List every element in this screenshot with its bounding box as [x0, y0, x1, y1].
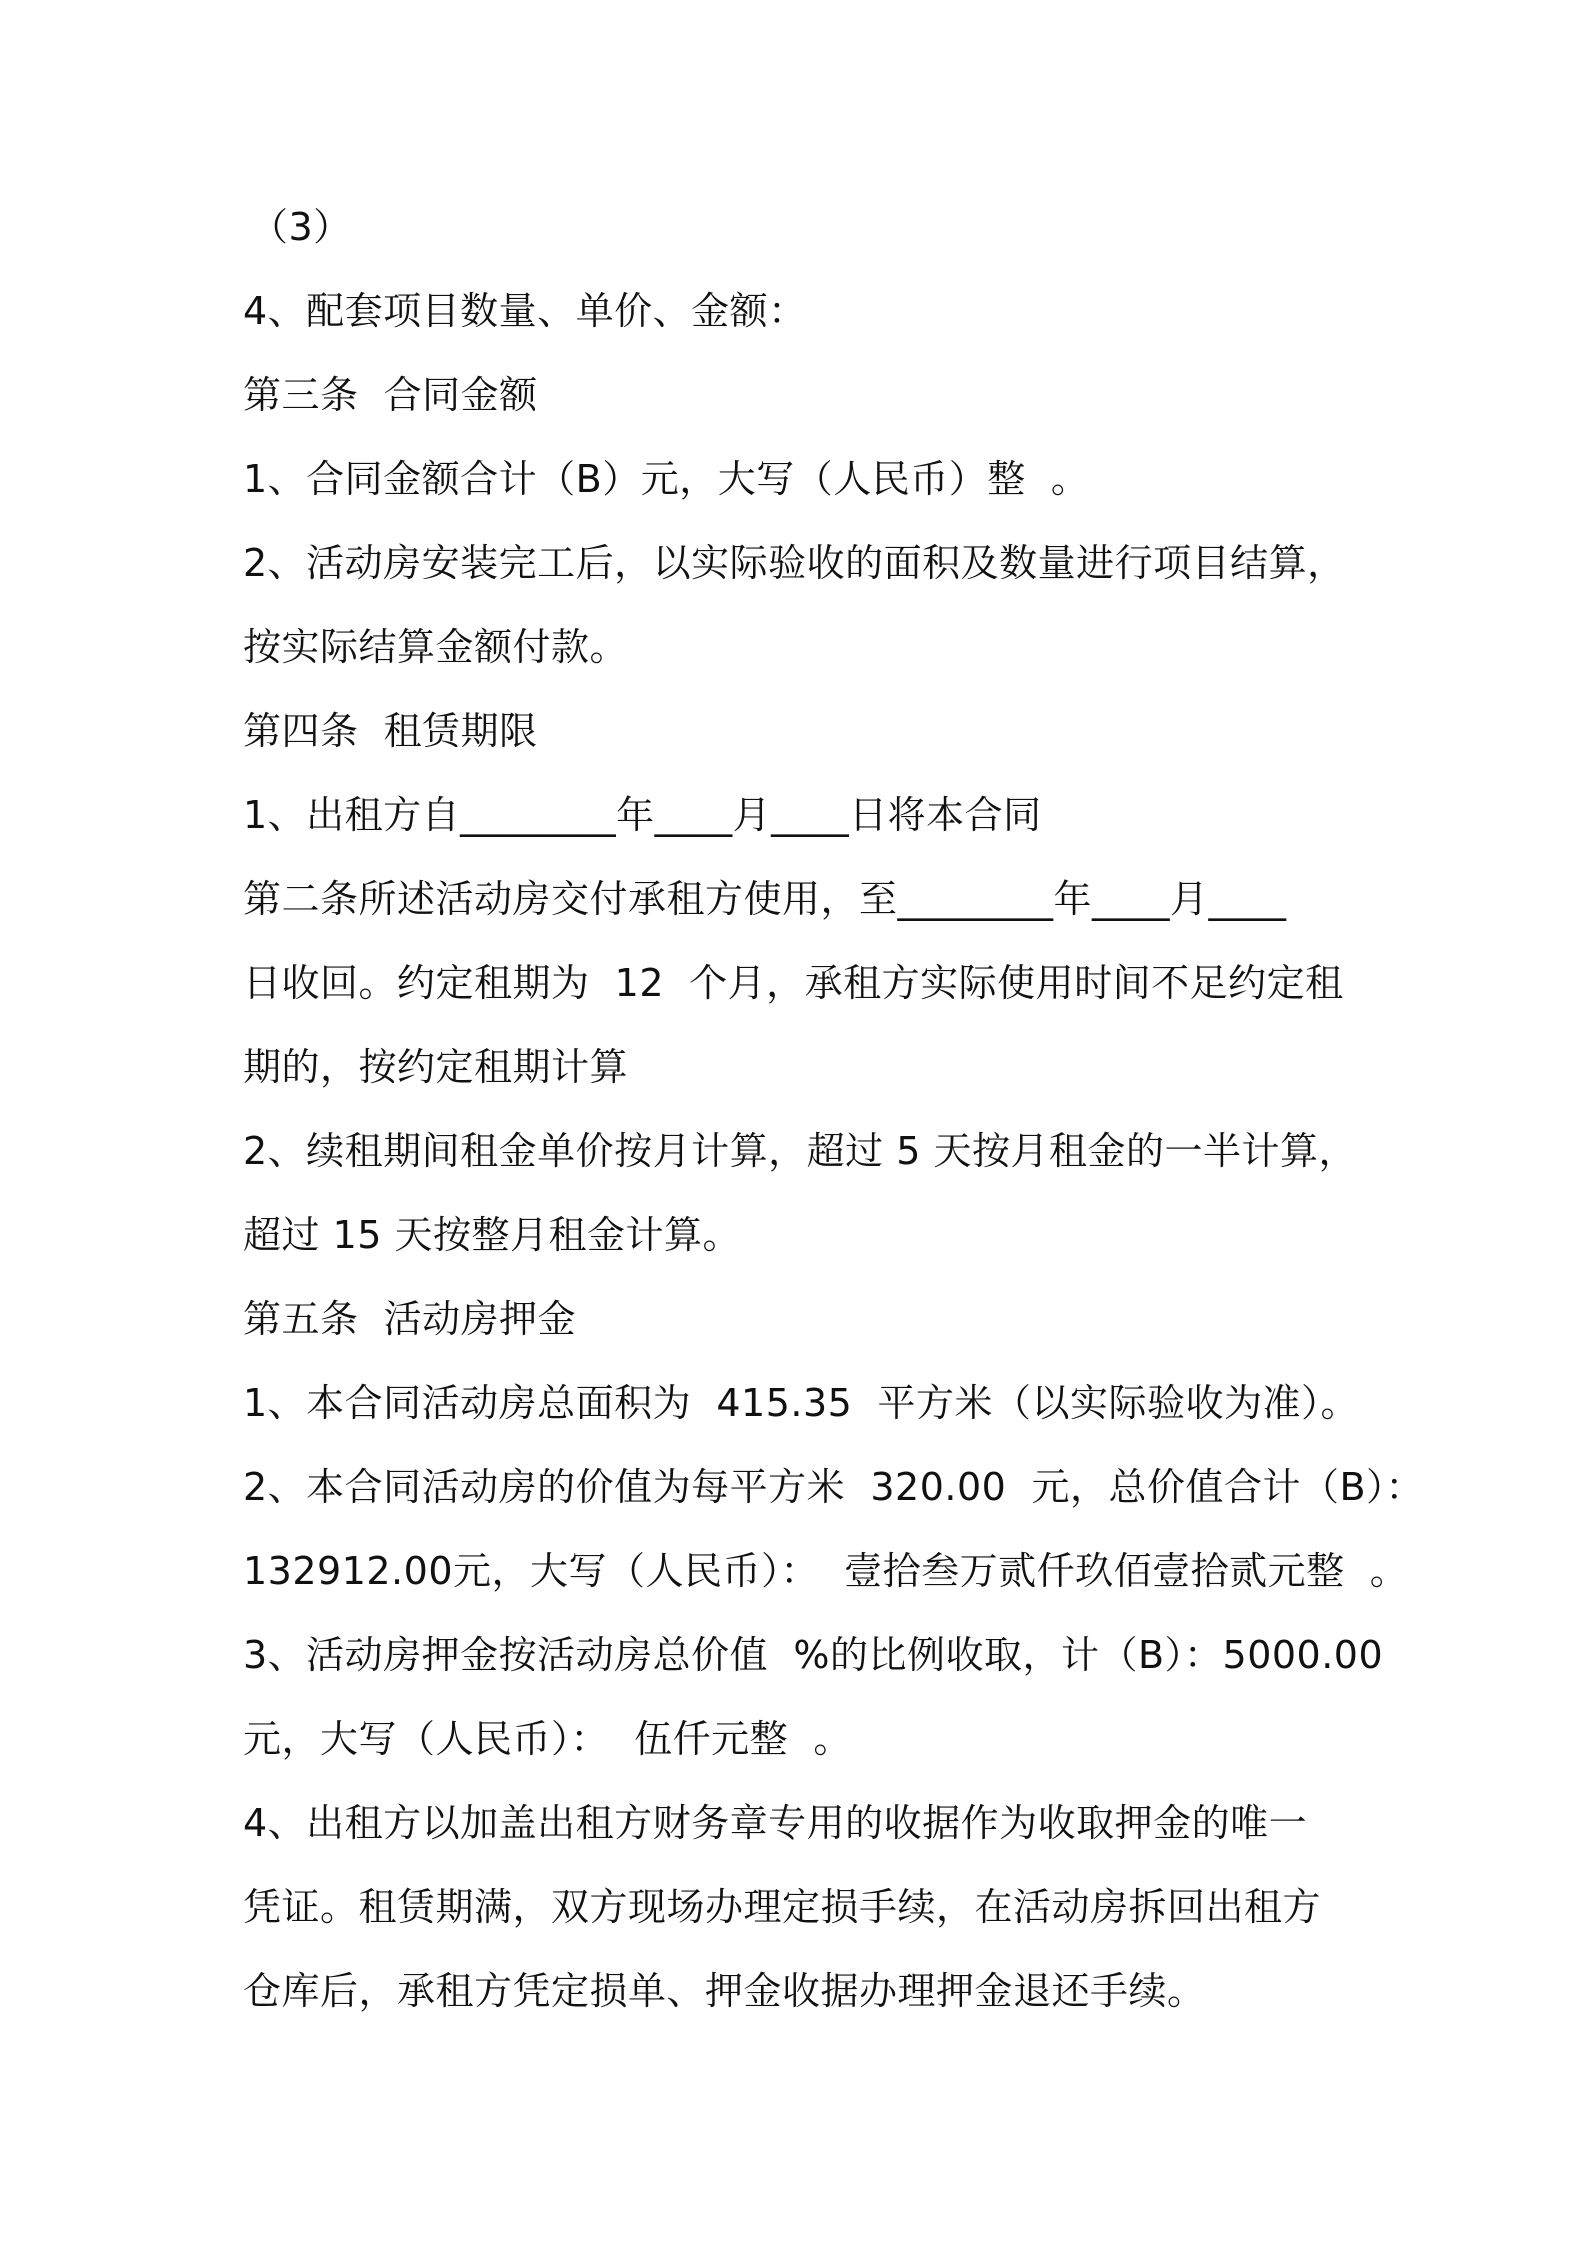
article-4-clause-2-line-2: 超过 15 天按整月租金计算。: [243, 1213, 742, 1257]
article-5-clause-4-line-3: 仓库后，承租方凭定损单、押金收据办理押金退还手续。: [243, 1969, 1206, 2013]
article-5-clause-3-line-2: 元，大写（人民币）： 伍仟元整 。: [243, 1717, 852, 1761]
article-3-heading: 第三条 合同金额: [243, 373, 538, 417]
article-5-clause-1: 1、本合同活动房总面积为 415.35 平方米（以实际验收为准）。: [243, 1381, 1359, 1425]
article-5-clause-2-line-2: 132912.00元，大写（人民币）： 壹拾叁万贰仟玖佰壹拾贰元整 。: [243, 1549, 1409, 1593]
article-4-clause-1-line-2: 第二条所述活动房交付承租方使用，至________年____月____: [243, 877, 1287, 921]
article-5-clause-3-line-1: 3、活动房押金按活动房总价值 %的比例收取，计（B）：5000.00: [243, 1633, 1384, 1677]
article-4-clause-2-line-1: 2、续租期间租金单价按月计算，超过 5 天按月租金的一半计算，: [243, 1129, 1358, 1173]
item-3-marker: （3）: [250, 205, 352, 249]
item-4-supporting-items: 4、配套项目数量、单价、金额：: [243, 289, 807, 333]
article-5-clause-2-line-1: 2、本合同活动房的价值为每平方米 320.00 元，总价值合计（B）：: [243, 1465, 1425, 1509]
article-3-clause-2-line-2: 按实际结算金额付款。: [243, 625, 629, 669]
article-5-clause-4-line-1: 4、出租方以加盖出租方财务章专用的收据作为收取押金的唯一: [243, 1801, 1308, 1845]
article-4-clause-1-line-3: 日收回。约定租期为 12 个月，承租方实际使用时间不足约定租: [243, 961, 1344, 1005]
article-5-clause-4-line-2: 凭证。租赁期满，双方现场办理定损手续，在活动房拆回出租方: [243, 1885, 1322, 1929]
article-5-heading: 第五条 活动房押金: [243, 1297, 577, 1341]
article-3-clause-2-line-1: 2、活动房安装完工后，以实际验收的面积及数量进行项目结算，: [243, 541, 1346, 585]
article-4-heading: 第四条 租赁期限: [243, 709, 538, 753]
article-3-clause-1: 1、合同金额合计（B）元，大写（人民币）整 。: [243, 457, 1090, 501]
article-4-clause-1-line-1: 1、出租方自________年____月____日将本合同: [243, 793, 1042, 837]
article-4-clause-1-line-4: 期的，按约定租期计算: [243, 1045, 629, 1089]
